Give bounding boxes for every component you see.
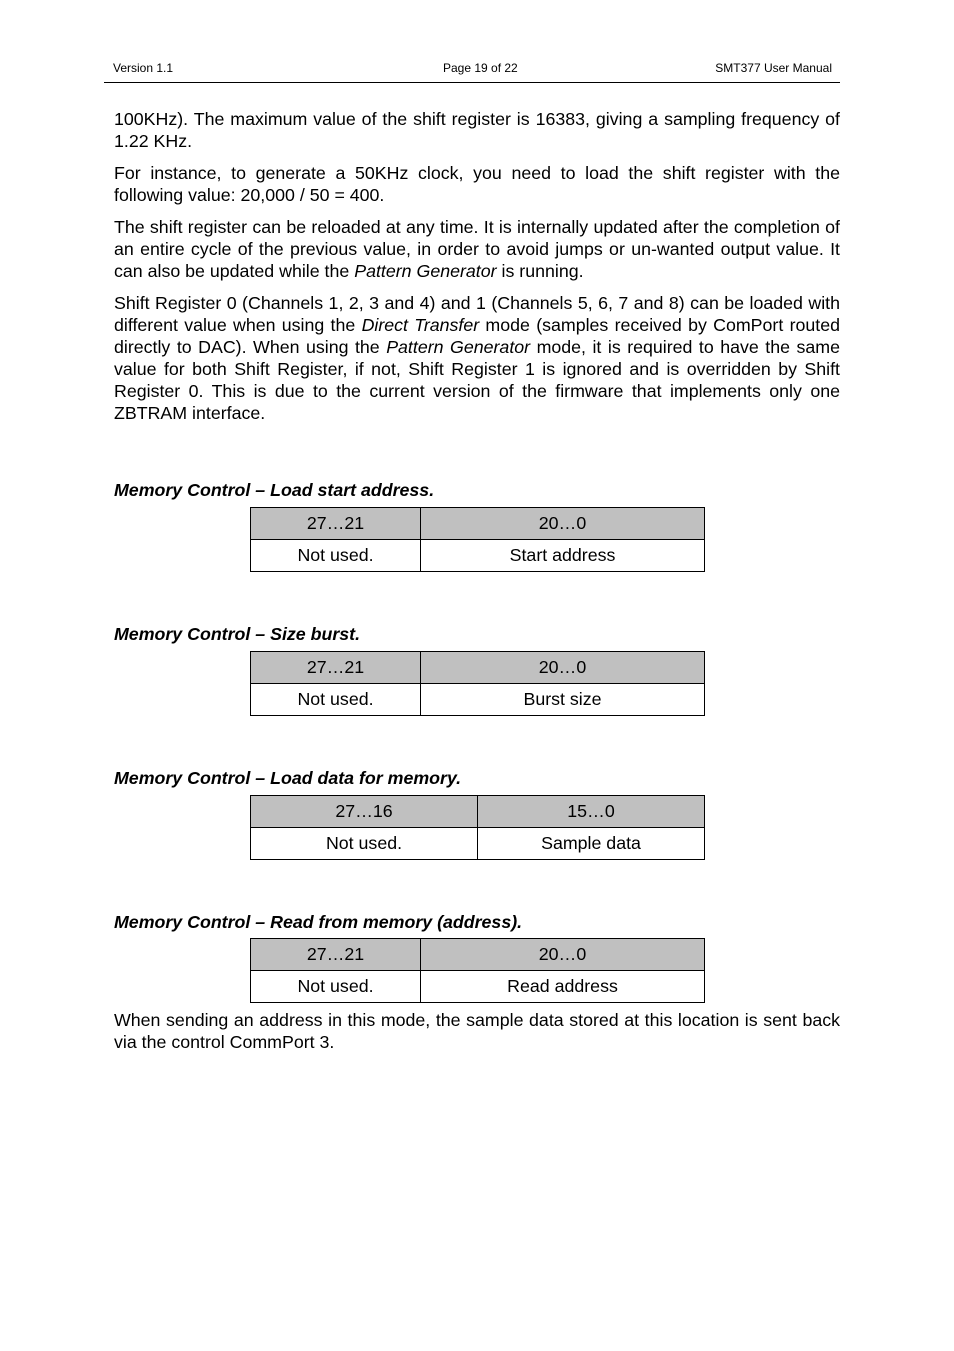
bit-range-header: 20…0: [421, 939, 705, 971]
version-label: Version 1.1: [113, 61, 174, 75]
field-cell: Not used.: [251, 540, 421, 572]
field-cell: Not used.: [251, 684, 421, 716]
page-number: Page 19 of 22: [443, 61, 518, 75]
section-title-read-memory: Memory Control – Read from memory (address).: [114, 912, 523, 932]
bit-range-header: 27…21: [251, 939, 421, 971]
section-title-size-burst: Memory Control – Size burst.: [114, 624, 361, 644]
header-divider: [104, 82, 840, 83]
register-table-load-data: [250, 795, 705, 860]
bit-range-header: 15…0: [478, 796, 705, 828]
bit-range-header: 27…21: [251, 652, 421, 684]
field-cell: Sample data: [478, 828, 705, 860]
section-title-load-start-address: Memory Control – Load start address.: [114, 480, 435, 500]
field-cell: Burst size: [421, 684, 705, 716]
field-cell: Not used.: [251, 971, 421, 1003]
paragraph-shift-register-max: 100KHz). The maximum value of the shift register is 16383, giving a sampling frequency of 1.22 KHz.: [114, 109, 840, 151]
page-header: [113, 61, 832, 77]
paragraph-shift-registers: Shift Register 0 (Channels 1, 2, 3 and 4) and 1 (Channels 5, 6, 7 and 8) can be loaded with different value when using the Direct Transfer mode (samples received by ComPort routed directly to DAC). When using the Pattern Generator mode, it is required to have the same value for both Shift Register, if not, Shift Register 1 is ignored and is overridden by Shift Register 0. This is due to the current version of the firmware that implements only one ZBTRAM interface.: [114, 293, 840, 423]
section-title-load-data: Memory Control – Load data for memory.: [114, 768, 462, 788]
field-cell: Read address: [421, 971, 705, 1003]
field-cell: Start address: [421, 540, 705, 572]
paragraph-reload: The shift register can be reloaded at any time. It is internally updated after the completion of an entire cycle of the previous value, in order to avoid jumps or un-wanted output value. It can also be updated while the Pattern Generator is running.: [114, 217, 840, 281]
register-table-load-start-address: [250, 507, 705, 572]
document-title: SMT377 User Manual: [715, 61, 832, 75]
paragraph-read-address: When sending an address in this mode, the sample data stored at this location is sent back via the control CommPort 3.: [114, 1010, 840, 1052]
bit-range-header: 20…0: [421, 652, 705, 684]
register-table-read-memory: [250, 938, 705, 1003]
field-cell: Not used.: [251, 828, 478, 860]
paragraph-50khz-example: For instance, to generate a 50KHz clock, you need to load the shift register with the following value: 20,000 / 50 = 400.: [114, 163, 840, 205]
register-table-size-burst: [250, 651, 705, 716]
bit-range-header: 20…0: [421, 508, 705, 540]
bit-range-header: 27…16: [251, 796, 478, 828]
bit-range-header: 27…21: [251, 508, 421, 540]
